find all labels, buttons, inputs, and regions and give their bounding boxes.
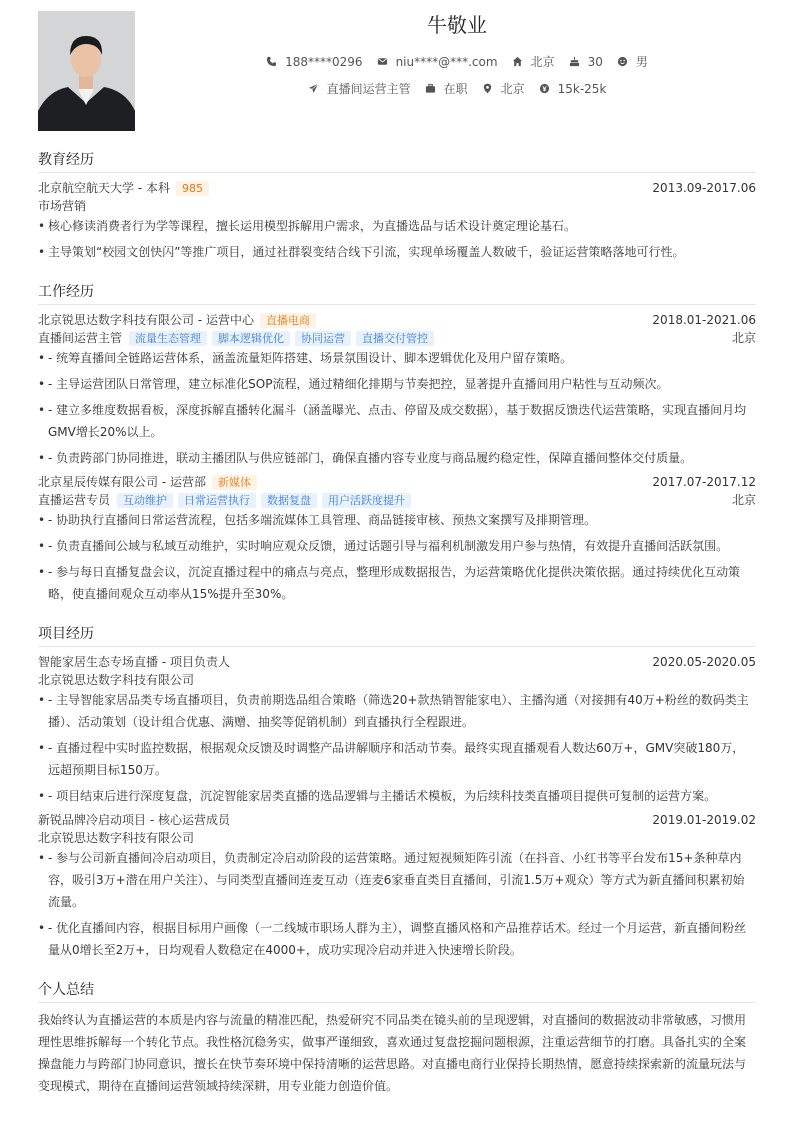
location-value: 北京: [530, 55, 555, 69]
job-role: 直播运营专员: [38, 493, 111, 507]
age-value: 30: [587, 54, 603, 69]
list-item: • - 优化直播间内容，根据目标用户画像（一二线城市职场人群为主），调整直播风格和产品推荐话术。经过一个月运营，新直播间粉丝量从0增长至2万+，日均观看人数稳定在4000+，成功实现冷启动并进入快速增长阶段。: [38, 917, 756, 961]
avatar: [38, 11, 135, 131]
list-item: • - 主导智能家居品类专场直播项目，负责前期选品组合策略（筛选20+款热销智能家电）、主播沟通（对接拥有40万+粉丝的数码类主播）、活动策划（设计组合优惠、满赠、抽奖等促销机制）到直播执行全程跟进。: [38, 689, 756, 733]
list-item: • - 建立多维度数据看板，深度拆解直播转化漏斗（涵盖曝光、点击、停留及成交数据），基于数据反馈迭代运营策略，实现直播间月均GMV增长20%以上。: [38, 399, 756, 443]
home-icon: [512, 56, 523, 67]
job-header: [38, 474, 756, 490]
job-city: 北京: [731, 493, 756, 507]
gender-value: 男: [635, 55, 648, 69]
list-item: • - 负责跨部门协同推进，联动主播团队与供应链部门，确保直播内容专业度与商品履约稳定性，保障直播间整体交付质量。: [38, 447, 756, 469]
job-header: [38, 312, 756, 328]
skill-tag: 数据复盘: [261, 493, 317, 508]
list-item: • - 项目结束后进行深度复盘，沉淀智能家居类直播的选品逻辑与主播话术模板，为后续科技类直播项目提供可复制的运营方案。: [38, 785, 756, 807]
status-item: [425, 80, 468, 97]
list-item: • - 参与公司新直播间冷启动项目，负责制定冷启动阶段的运营策略。通过短视频矩阵引流（在抖音、小红书等平台发布15+条种草内容，吸引3万+潜在用户关注）、与同类型直播间连麦互动（连麦6家垂直类目直播间，引流1.5万+观众）等方式为新直播间积累初始流量。: [38, 847, 756, 913]
skill-tag: 用户活跃度提升: [322, 493, 411, 508]
age-item: [569, 55, 603, 69]
phone-number: 188****0296: [285, 54, 363, 69]
gender-item: [617, 53, 648, 70]
summary-section-title: 个人总结: [38, 981, 756, 1003]
school-name: 北京航空航天大学 - 本科: [38, 181, 170, 195]
job-role-row: [38, 330, 756, 346]
project-header: [38, 654, 756, 670]
list-item: • - 参与每日直播复盘会议，沉淀直播过程中的痛点与亮点，整理形成数据报告，为运营策略优化提供决策依据。通过持续优化互动策略，使直播间观众互动率从15%提升至30%。: [38, 561, 756, 605]
project-date: 2020.05-2020.05: [652, 655, 756, 669]
list-item: • 核心修读消费者行为学等课程，擅长运用模型拆解用户需求，为直播选品与话术设计奠定理论基石。: [38, 215, 756, 237]
job-role-row: [38, 492, 756, 508]
list-item: • - 主导运营团队日常管理，建立标准化SOP流程，通过精细化排期与节奏把控，显著提升直播间用户粘性与互动频次。: [38, 373, 756, 395]
project-name: 智能家居生态专场直播 - 项目负责人: [38, 655, 230, 669]
education-section-title: 教育经历: [38, 151, 756, 173]
skill-tag: 直播交付管控: [356, 331, 434, 346]
salary-value: 15k-25k: [557, 81, 607, 96]
industry-tag: 直播电商: [260, 313, 316, 328]
list-item: • - 统筹直播间全链路运营体系，涵盖流量矩阵搭建、场景氛围设计、脚本逻辑优化及用户留存策略。: [38, 347, 756, 369]
school-tag: 985: [176, 181, 209, 196]
job-role: 直播间运营主管: [38, 331, 123, 345]
status-value: 在职: [443, 82, 468, 96]
project-name: 新锐品牌冷启动项目 - 核心运营成员: [38, 813, 230, 827]
project-header: [38, 812, 756, 828]
location-item: [512, 53, 555, 70]
phone-item: [266, 55, 362, 69]
job-date: 2017.07-2017.12: [652, 475, 756, 489]
email-address: niu****@***.com: [395, 54, 498, 69]
education-header: [38, 180, 756, 196]
work-section-title: 工作经历: [38, 283, 756, 305]
phone-icon: [266, 56, 277, 67]
send-icon: [308, 83, 319, 94]
contact-info: [160, 53, 754, 70]
job-city: 北京: [731, 331, 756, 345]
education-date: 2013.09-2017.06: [652, 181, 756, 195]
work-city-value: 北京: [500, 82, 525, 96]
skill-tag: 互动维护: [117, 493, 173, 508]
email-item: [377, 55, 498, 69]
job-date: 2018.01-2021.06: [652, 313, 756, 327]
coin-icon: [539, 83, 550, 94]
project-company: 北京锐思达数字科技有限公司: [38, 673, 195, 687]
cake-icon: [569, 56, 580, 67]
briefcase-icon: [425, 83, 436, 94]
list-item: • - 直播过程中实时监控数据，根据观众反馈及时调整产品讲解顺序和活动节奏。最终实现直播观看人数达60万+，GMV突破180万，远超预期目标150万。: [38, 737, 756, 781]
position-value: 直播间运营主管: [326, 82, 411, 96]
project-company-row: [38, 672, 756, 688]
candidate-name: 牛敬业: [427, 13, 487, 37]
project-section-title: 项目经历: [38, 625, 756, 647]
skill-tag: 流量生态管理: [129, 331, 207, 346]
project-company: 北京锐思达数字科技有限公司: [38, 831, 195, 845]
major-row: [38, 198, 756, 214]
job-intent-info: [160, 80, 754, 97]
list-item: • - 负责直播间公域与私域互动维护，实时响应观众反馈，通过话题引导与福利机制激发用户参与热情，有效提升直播间活跃氛围。: [38, 535, 756, 557]
pin-icon: [482, 83, 493, 94]
summary-text: 我始终认为直播运营的本质是内容与流量的精准匹配，热爱研究不同品类在镜头前的呈现逻辑，对直播间的数据波动非常敏感，习惯用理性思维拆解每一个转化节点。我性格沉稳务实，做事严谨细致，喜欢通过复盘挖掘问题根源，注重运营细节的打磨。具备扎实的全案操盘能力与跨部门协同意识，擅长在快节奏环境中保持清晰的运营思路。对直播电商行业保持长期热情，愿意持续探索新的流量玩法与变现模式，期待在直播间运营领域持续深耕，用专业能力创造价值。: [38, 1013, 747, 1093]
skill-tag: 协同运营: [295, 331, 351, 346]
project-date: 2019.01-2019.02: [652, 813, 756, 827]
industry-tag: 新媒体: [212, 475, 257, 490]
work-city-item: [482, 80, 525, 97]
list-item: • 主导策划“校园文创快闪”等推广项目，通过社群裂变结合线下引流，实现单场覆盖人数破千，验证运营策略落地可行性。: [38, 241, 756, 263]
salary-item: [539, 82, 607, 96]
position-item: [308, 80, 411, 97]
company-name: 北京星辰传媒有限公司 - 运营部: [38, 475, 206, 489]
smile-icon: [617, 56, 628, 67]
skill-tag: 日常运营执行: [178, 493, 256, 508]
mail-icon: [377, 56, 388, 67]
company-name: 北京锐思达数字科技有限公司 - 运营中心: [38, 313, 254, 327]
project-company-row: [38, 830, 756, 846]
major: 市场营销: [38, 199, 87, 213]
skill-tag: 脚本逻辑优化: [212, 331, 290, 346]
list-item: • - 协助执行直播间日常运营流程，包括多端流媒体工具管理、商品链接审核、预热文案撰写及排期管理。: [38, 509, 756, 531]
